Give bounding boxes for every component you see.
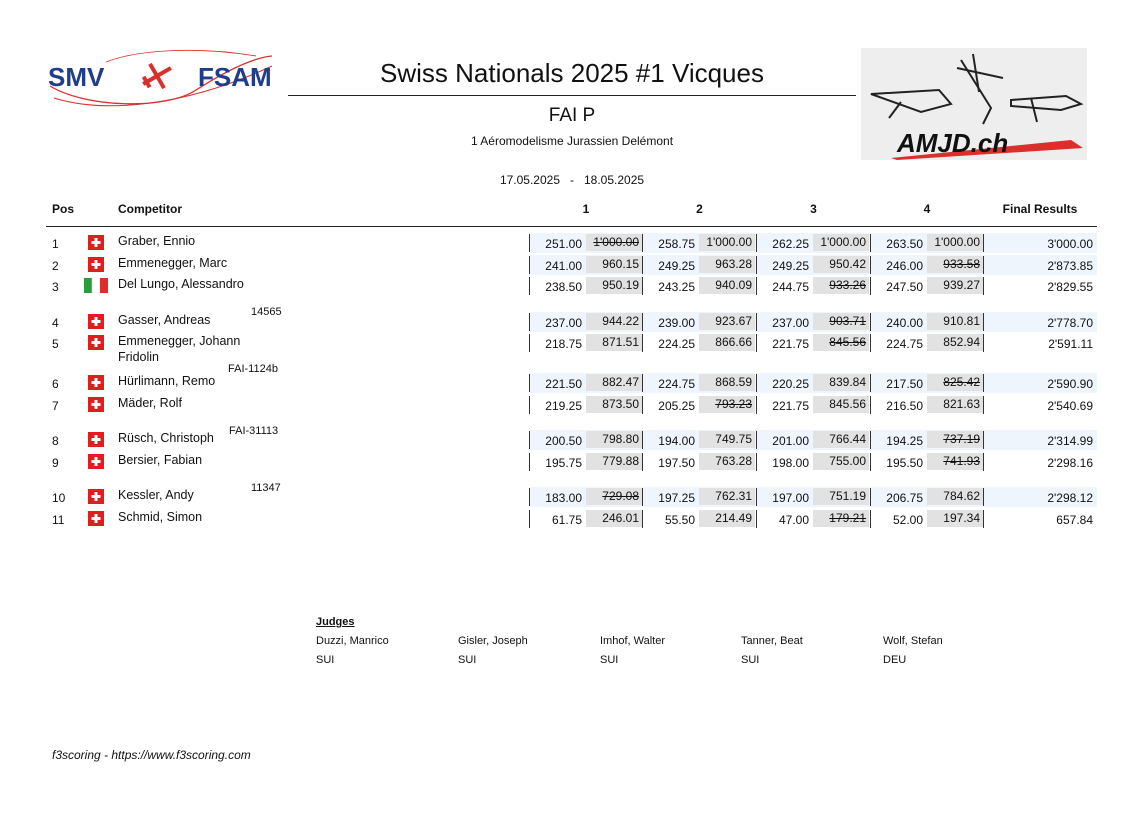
competitor-name: Del Lungo, Alessandro: [118, 277, 244, 291]
normalized-score-round-1: 871.51: [586, 334, 642, 351]
normalized-score-round-2: 963.28: [699, 256, 755, 273]
raw-score-round-4: 216.50: [886, 399, 923, 413]
competitor-name-continued: Fridolin: [118, 350, 159, 364]
column-header-pos: Pos: [52, 202, 75, 216]
normalized-score-round-4: 933.58: [927, 256, 983, 273]
normalized-score-round-3: 1'000.00: [813, 234, 869, 251]
swiss-flag-icon: [84, 454, 108, 469]
raw-score-round-1: 195.75: [545, 456, 582, 470]
table-row: [46, 373, 1097, 393]
judge-name: Imhof, Walter: [600, 635, 665, 647]
logo-text-left: SMV: [48, 62, 105, 92]
swiss-flag-icon: [84, 335, 108, 350]
final-result: 2'873.85: [1047, 259, 1093, 273]
column-separator: [983, 488, 984, 506]
organizer: 1 Aéromodelisme Jurassien Delémont: [470, 134, 674, 148]
position: 2: [52, 259, 59, 273]
position: 10: [52, 491, 66, 505]
raw-score-round-4: 195.50: [886, 456, 923, 470]
judge-nationality: SUI: [458, 654, 477, 666]
raw-score-round-4: 247.50: [886, 280, 923, 294]
raw-score-round-2: 224.75: [658, 377, 695, 391]
raw-score-round-2: 197.25: [658, 491, 695, 505]
position: 3: [52, 280, 59, 294]
raw-score-round-3: 262.25: [772, 237, 809, 251]
swiss-flag-icon: [84, 235, 108, 250]
normalized-score-round-3: 845.56: [813, 396, 869, 413]
normalized-score-round-2: 749.75: [699, 431, 755, 448]
position: 6: [52, 377, 59, 391]
competitor-name: Gasser, Andreas: [118, 313, 211, 327]
table-row: [46, 333, 1097, 375]
column-separator: [983, 256, 984, 274]
final-result: 2'778.70: [1047, 316, 1093, 330]
table-row: [46, 255, 1097, 275]
raw-score-round-1: 237.00: [545, 316, 582, 330]
column-separator: [983, 374, 984, 392]
raw-score-round-1: 251.00: [545, 237, 582, 251]
normalized-score-round-4: 197.34: [927, 510, 983, 527]
swiss-flag-icon: [84, 432, 108, 447]
normalized-score-round-3: 933.26: [813, 277, 869, 294]
date-separator: -: [570, 173, 574, 187]
normalized-score-round-2: 793.23: [699, 396, 755, 413]
raw-score-round-2: 243.25: [658, 280, 695, 294]
license-number: 11347: [251, 482, 281, 494]
normalized-score-round-1: 882.47: [586, 374, 642, 391]
normalized-score-round-2: 923.67: [699, 313, 755, 330]
column-separator: [983, 334, 984, 352]
raw-score-round-2: 224.25: [658, 337, 695, 351]
final-result: 2'298.16: [1047, 456, 1093, 470]
normalized-score-round-3: 179.21: [813, 510, 869, 527]
column-header-round-3: 3: [810, 202, 817, 216]
table-row: [46, 452, 1097, 494]
raw-score-round-2: 249.25: [658, 259, 695, 273]
normalized-score-round-3: 903.71: [813, 313, 869, 330]
judge-nationality: SUI: [600, 654, 619, 666]
raw-score-round-4: 194.25: [886, 434, 923, 448]
raw-score-round-3: 249.25: [772, 259, 809, 273]
raw-score-round-3: 244.75: [772, 280, 809, 294]
position: 4: [52, 316, 59, 330]
table-row: [46, 276, 1097, 318]
raw-score-round-1: 61.75: [551, 513, 582, 527]
normalized-score-round-3: 766.44: [813, 431, 869, 448]
normalized-score-round-1: 960.15: [586, 256, 642, 273]
position: 11: [52, 513, 65, 527]
page-title: Swiss Nationals 2025 #1 Vicques: [380, 58, 764, 88]
judge-name: Wolf, Stefan: [883, 635, 943, 647]
column-header-round-2: 2: [696, 202, 703, 216]
final-result: 2'590.90: [1047, 377, 1093, 391]
normalized-score-round-2: 940.09: [699, 277, 755, 294]
normalized-score-round-1: 246.01: [586, 510, 642, 527]
normalized-score-round-3: 839.84: [813, 374, 869, 391]
date-end: 18.05.2025: [584, 173, 645, 187]
raw-score-round-4: 240.00: [886, 316, 923, 330]
column-separator: [983, 510, 984, 528]
column-separator: [983, 313, 984, 331]
normalized-score-round-4: 821.63: [927, 396, 983, 413]
table-row: [46, 395, 1097, 437]
normalized-score-round-1: 729.08: [586, 488, 642, 505]
normalized-score-round-4: 852.94: [927, 334, 983, 351]
competitor-name: Graber, Ennio: [118, 234, 196, 248]
column-header-final: Final Results: [1002, 202, 1078, 216]
logo-text-right: FSAM: [198, 62, 272, 92]
competitor-name: Mäder, Rolf: [118, 396, 182, 410]
table-row: [46, 233, 1097, 253]
smv-fsam-logo: [46, 48, 278, 110]
swiss-flag-icon: [84, 511, 108, 526]
raw-score-round-2: 194.00: [658, 434, 695, 448]
raw-score-round-2: 55.50: [664, 513, 695, 527]
swiss-flag-icon: [84, 489, 108, 504]
table-row: [46, 312, 1097, 332]
normalized-score-round-1: 944.22: [586, 313, 642, 330]
raw-score-round-1: 219.25: [545, 399, 582, 413]
swiss-flag-icon: [84, 375, 108, 390]
date-start: 17.05.2025: [499, 173, 560, 187]
license-number: FAI-31113: [229, 425, 279, 437]
italy-flag-icon: [84, 278, 108, 293]
normalized-score-round-3: 950.42: [813, 256, 869, 273]
normalized-score-round-1: 873.50: [586, 396, 642, 413]
final-result: 3'000.00: [1047, 237, 1093, 251]
position: 9: [52, 456, 59, 470]
raw-score-round-1: 200.50: [545, 434, 582, 448]
raw-score-round-2: 197.50: [658, 456, 695, 470]
normalized-score-round-2: 866.66: [699, 334, 755, 351]
table-row: [46, 487, 1097, 507]
final-result: 657.84: [1056, 513, 1093, 527]
logo-text: AMJD.ch: [897, 128, 1009, 158]
judge-name: Tanner, Beat: [741, 635, 803, 647]
amjd-logo: [861, 48, 1087, 160]
competitor-name: Schmid, Simon: [118, 510, 203, 524]
raw-score-round-1: 183.00: [545, 491, 582, 505]
column-header-round-1: 1: [582, 202, 590, 216]
raw-score-round-3: 197.00: [772, 491, 809, 505]
normalized-score-round-2: 763.28: [699, 453, 755, 470]
raw-score-round-3: 201.00: [772, 434, 809, 448]
class-name: FAI P: [548, 105, 596, 126]
raw-score-round-2: 239.00: [658, 316, 695, 330]
raw-score-round-4: 206.75: [886, 491, 923, 505]
normalized-score-round-2: 214.49: [699, 510, 755, 527]
final-result: 2'314.99: [1047, 434, 1093, 448]
column-separator: [983, 431, 984, 449]
raw-score-round-1: 221.50: [545, 377, 582, 391]
competitor-name: Kessler, Andy: [118, 488, 194, 502]
column-separator: [983, 277, 984, 295]
raw-score-round-3: 220.25: [772, 377, 809, 391]
final-result: 2'540.69: [1047, 399, 1093, 413]
judge-nationality: DEU: [883, 654, 907, 666]
judge-nationality: SUI: [316, 654, 335, 666]
column-separator: [983, 396, 984, 414]
normalized-score-round-3: 751.19: [813, 488, 869, 505]
raw-score-round-1: 218.75: [545, 337, 582, 351]
final-result: 2'829.55: [1047, 280, 1093, 294]
raw-score-round-4: 52.00: [892, 513, 923, 527]
final-result: 2'591.11: [1048, 337, 1093, 351]
footer-credit: f3scoring - https://www.f3scoring.com: [52, 748, 251, 762]
normalized-score-round-1: 798.80: [586, 431, 642, 448]
swiss-flag-icon: [84, 397, 108, 412]
raw-score-round-4: 263.50: [886, 237, 923, 251]
raw-score-round-4: 246.00: [886, 259, 923, 273]
normalized-score-round-4: 825.42: [927, 374, 983, 391]
normalized-score-round-4: 784.62: [927, 488, 983, 505]
position: 1: [52, 237, 59, 251]
raw-score-round-3: 237.00: [772, 316, 809, 330]
title-divider: [288, 95, 856, 96]
normalized-score-round-1: 950.19: [586, 277, 642, 294]
competitor-name: Hürlimann, Remo: [118, 374, 216, 388]
normalized-score-round-1: 779.88: [586, 453, 642, 470]
final-result: 2'298.12: [1047, 491, 1093, 505]
raw-score-round-4: 217.50: [886, 377, 923, 391]
raw-score-round-3: 221.75: [772, 337, 809, 351]
competitor-name: Emmenegger, Marc: [118, 256, 228, 270]
competitor-name: Rüsch, Christoph: [118, 431, 214, 445]
column-header-competitor: Competitor: [118, 202, 182, 216]
normalized-score-round-3: 845.56: [813, 334, 869, 351]
normalized-score-round-1: 1'000.00: [586, 234, 642, 251]
column-header-round-4: 4: [923, 202, 931, 216]
normalized-score-round-4: 1'000.00: [927, 234, 983, 251]
table-row: [46, 430, 1097, 450]
position: 7: [52, 399, 59, 413]
normalized-score-round-4: 910.81: [927, 313, 983, 330]
competitor-name: Emmenegger, Johann: [118, 334, 241, 348]
raw-score-round-4: 224.75: [886, 337, 923, 351]
judge-nationality: SUI: [741, 654, 760, 666]
position: 8: [52, 434, 59, 448]
header-divider: [46, 226, 1097, 227]
raw-score-round-2: 205.25: [658, 399, 695, 413]
raw-score-round-3: 198.00: [772, 456, 809, 470]
judge-name: Gisler, Joseph: [458, 635, 528, 647]
normalized-score-round-4: 741.93: [927, 453, 983, 470]
swiss-flag-icon: [84, 257, 108, 272]
position: 5: [52, 337, 59, 351]
event-dates: [288, 173, 856, 187]
license-number: 14565: [251, 306, 282, 318]
normalized-score-round-4: 939.27: [927, 277, 983, 294]
judges-title: Judges: [316, 616, 355, 628]
judge-name: Duzzi, Manrico: [316, 635, 389, 647]
normalized-score-round-4: 737.19: [927, 431, 983, 448]
column-separator: [983, 234, 984, 252]
raw-score-round-3: 47.00: [778, 513, 809, 527]
license-number: FAI-1124b: [228, 363, 278, 375]
raw-score-round-1: 241.00: [545, 259, 582, 273]
swiss-flag-icon: [84, 314, 108, 329]
raw-score-round-3: 221.75: [772, 399, 809, 413]
table-row: [46, 509, 1097, 529]
column-separator: [983, 453, 984, 471]
normalized-score-round-3: 755.00: [813, 453, 869, 470]
raw-score-round-2: 258.75: [658, 237, 695, 251]
competitor-name: Bersier, Fabian: [118, 453, 203, 467]
normalized-score-round-2: 1'000.00: [699, 234, 755, 251]
raw-score-round-1: 238.50: [545, 280, 582, 294]
normalized-score-round-2: 868.59: [699, 374, 755, 391]
normalized-score-round-2: 762.31: [699, 488, 755, 505]
